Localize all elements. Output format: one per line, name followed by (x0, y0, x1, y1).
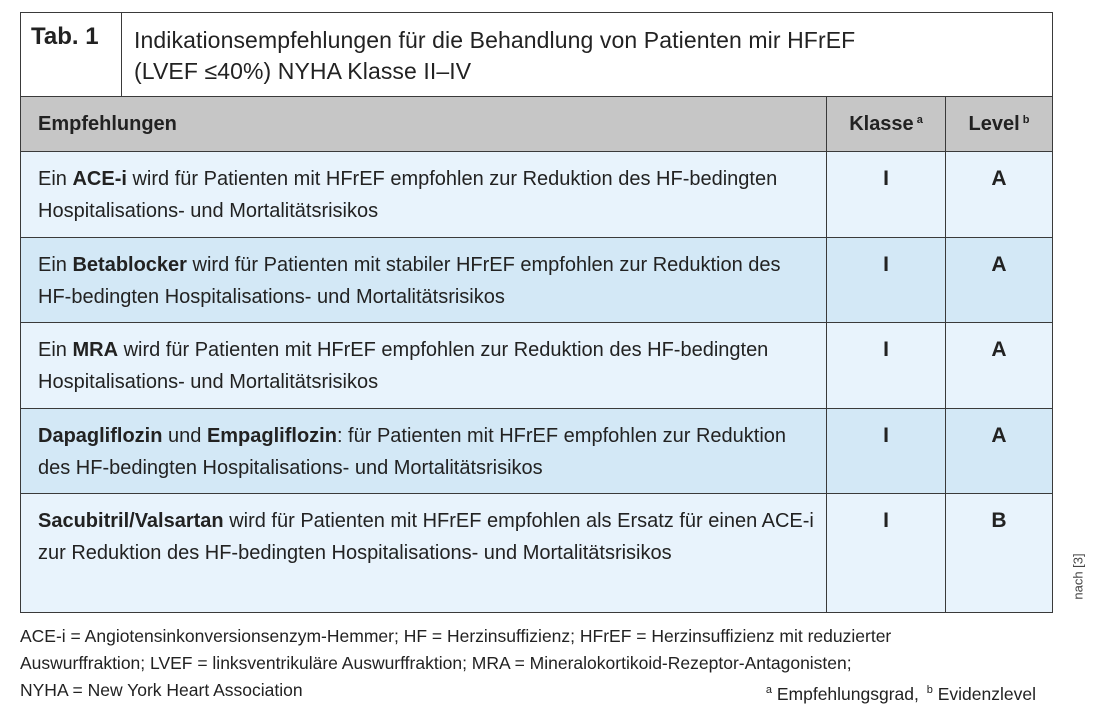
table-header-row (21, 97, 1052, 152)
level-value: B (991, 509, 1007, 532)
recommendation-drug: MRA (72, 339, 119, 361)
level-value: A (991, 338, 1007, 361)
recommendation-drug: Dapagliflozin (38, 424, 163, 447)
table-title-line2: (LVEF ≤40%) NYHA Klasse II–IV (134, 58, 472, 84)
recommendation-fragment: und (162, 424, 207, 447)
table-label: Tab. 1 (21, 13, 122, 96)
recommendation-fragment: Ein (38, 168, 73, 190)
recommendation-fragment: : für Patienten mit HFrEF empfohlen zur Reduktion des HF-bedingten Hospitalisations- und Mortalitätsrisikos (38, 424, 787, 479)
footnote-sup-b: b (926, 684, 933, 696)
table-row (21, 152, 1052, 238)
header-class-sup: a (916, 114, 923, 126)
footnote-sup-a-text: Empfehlungsgrad, (771, 684, 924, 704)
source-note (1066, 549, 1086, 609)
header-level-sup: b (1022, 114, 1030, 126)
table-row (21, 409, 1052, 495)
recommendation-text (21, 323, 827, 408)
recommendation-drug: Betablocker (72, 253, 187, 276)
footnote-sup-a: a (765, 684, 772, 696)
class-value: I (827, 323, 946, 408)
table-row (21, 238, 1052, 324)
footnote-line3 (20, 677, 1050, 704)
recommendation-drug: ACE-i (72, 168, 127, 190)
class-value: I (827, 409, 946, 494)
table-title-row (21, 13, 1052, 97)
header-recommendations: Empfehlungen (21, 97, 827, 151)
recommendation-text (21, 152, 827, 237)
class-value: I (827, 152, 946, 237)
recommendation-fragment: wird für Patienten mit stabiler HFrEF empfohlen zur Reduktion des HF-bedingten Hospitalisations- und Mortalitätsrisikos (38, 253, 781, 308)
recommendation-fragment: wird für Patienten mit HFrEF empfohlen zur Reduktion des HF-bedingten Hospitalisations- und Mortalitätsrisikos (38, 168, 778, 222)
recommendation-text (21, 409, 827, 494)
footnote-line2: Auswurffraktion; LVEF = linksventrikuläre Auswurffraktion; MRA = Mineralokortikoid-Rezeptor-Antagonisten; (20, 653, 852, 673)
footnote-sup-b-text: Evidenzlevel (932, 684, 1036, 704)
table-title (122, 13, 1052, 96)
table-title-line1: Indikationsempfehlungen für die Behandlung von Patienten mir HFrEF (134, 27, 856, 53)
class-value: I (827, 238, 946, 323)
level-value: A (991, 167, 1007, 190)
table-row (21, 323, 1052, 409)
header-level (946, 97, 1052, 151)
header-level-label: Level (968, 113, 1020, 135)
footnote-line1: ACE-i = Angiotensinkonversionsenzym-Hemmer; HF = Herzinsuffizienz; HFrEF = Herzinsuffizienz mit reduzierter (20, 626, 892, 646)
class-value: I (827, 494, 946, 612)
recommendation-text (21, 238, 827, 323)
footnotes (20, 623, 1050, 704)
recommendation-text (21, 494, 827, 612)
footnote-abbrev-nyha: NYHA = New York Heart Association (20, 680, 303, 700)
level-value: A (991, 252, 1007, 276)
table-row (21, 494, 1052, 612)
recommendation-fragment: wird für Patienten mit HFrEF empfohlen zur Reduktion des HF-bedingten Hospitalisations- und Mortalitätsrisikos (38, 339, 769, 393)
footnote-superscript-legend (763, 677, 1036, 708)
recommendations-table (20, 12, 1053, 613)
recommendation-fragment: Ein (38, 339, 73, 361)
recommendation-fragment: Ein (38, 253, 73, 276)
source-note-text: nach [3] (1070, 553, 1086, 600)
header-class-label: Klasse (849, 113, 914, 135)
level-value: A (991, 423, 1007, 447)
header-class (827, 97, 946, 151)
recommendation-drug: Empagliflozin (206, 424, 337, 447)
recommendation-drug: Sacubitril/Valsartan (38, 510, 224, 532)
recommendation-fragment: wird für Patienten mit HFrEF empfohlen als Ersatz für einen ACE-i zur Reduktion des HF-bedingten Hospitalisations- und Mortalitätsrisikos (38, 510, 814, 564)
